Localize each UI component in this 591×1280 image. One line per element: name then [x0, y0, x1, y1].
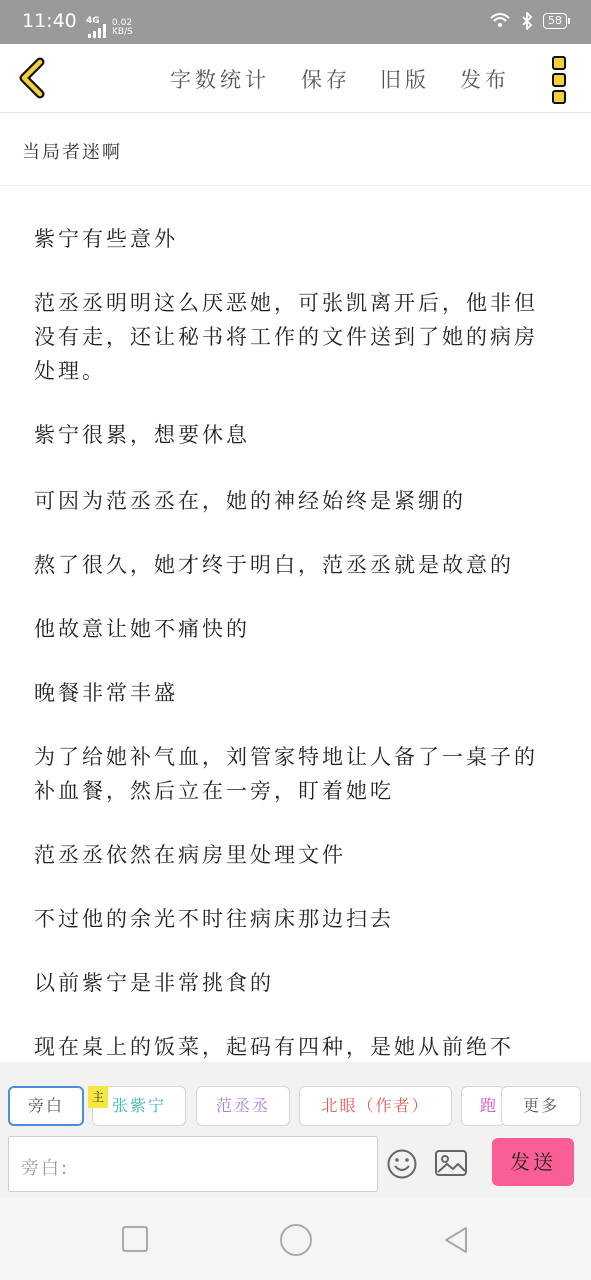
system-nav-bar: [0, 1198, 591, 1280]
back-arrow-icon[interactable]: [12, 56, 56, 100]
network-type: 4G: [86, 16, 100, 26]
chapter-title: 当局者迷啊: [22, 142, 122, 163]
input-bar: [0, 1136, 591, 1198]
role-chip-author[interactable]: 北眼（作者）: [299, 1086, 452, 1126]
editor-toolbar: [0, 44, 591, 113]
image-icon[interactable]: [434, 1148, 468, 1178]
more-dot: [552, 73, 566, 87]
role-chip-fan-chengcheng[interactable]: 范丞丞: [196, 1086, 290, 1126]
paragraph: 现在桌上的饭菜，起码有四种，是她从前绝不: [34, 1035, 514, 1059]
paragraph: 熬了很久，她才终于明白，范丞丞就是故意的: [34, 553, 514, 577]
speed-value: 0.02: [112, 18, 133, 28]
old-version-button[interactable]: 旧版: [380, 68, 430, 92]
square-icon[interactable]: [122, 1226, 148, 1252]
signal-icon: [88, 24, 106, 38]
paragraph: 他故意让她不痛快的: [34, 617, 250, 641]
bluetooth-icon: [521, 12, 533, 30]
battery-icon: [543, 13, 567, 29]
paragraph: 范丞丞明明这么厌恶她，可张凯离开后，他非但没有走，还让秘书将工作的文件送到了她的病房处理。: [34, 291, 538, 383]
status-time: 11:40: [22, 10, 77, 32]
paragraph: 紫宁有些意外: [34, 227, 178, 251]
paragraph: 晚餐非常丰盛: [34, 681, 178, 705]
network-speed: [112, 19, 133, 37]
status-icons: [489, 12, 567, 30]
more-dot: [552, 90, 566, 104]
paragraph: 可因为范丞丞在，她的神经始终是紧绷的: [34, 489, 466, 513]
send-button[interactable]: 发送: [492, 1138, 574, 1186]
input-placeholder: 旁白:: [21, 1158, 70, 1179]
role-chip-partial[interactable]: 跑: [461, 1086, 505, 1126]
paragraph: 以前紫宁是非常挑食的: [34, 971, 274, 995]
paragraph: 不过他的余光不时往病床那边扫去: [34, 907, 394, 931]
more-roles-button[interactable]: 更多: [501, 1086, 581, 1126]
publish-button[interactable]: 发布: [460, 68, 510, 92]
chapter-content[interactable]: [0, 186, 591, 1062]
main-character-badge: 主: [88, 1086, 108, 1108]
more-dots-icon[interactable]: [546, 56, 572, 102]
paragraph: 紫宁很累，想要休息: [34, 423, 250, 447]
role-chip-zhang-zining[interactable]: 张紫宁: [92, 1086, 186, 1126]
save-button[interactable]: 保存: [301, 68, 351, 92]
more-dot: [552, 56, 566, 70]
paragraph: 范丞丞依然在病房里处理文件: [34, 843, 346, 867]
word-count-button[interactable]: 字数统计: [170, 68, 270, 92]
emoji-icon[interactable]: [386, 1148, 418, 1180]
role-chip-narration[interactable]: 旁白: [8, 1086, 84, 1126]
dialogue-input[interactable]: [8, 1136, 378, 1192]
speed-unit: KB/S: [112, 27, 133, 37]
status-bar: [0, 0, 591, 44]
triangle-back-icon[interactable]: [443, 1225, 469, 1255]
wifi-icon: [489, 12, 511, 30]
battery-level: 58: [548, 14, 562, 27]
circle-icon[interactable]: [280, 1224, 312, 1256]
paragraph: 为了给她补气血，刘管家特地让人备了一桌子的补血餐，然后立在一旁，盯着她吃: [34, 745, 538, 803]
chapter-title-field[interactable]: [0, 113, 591, 186]
